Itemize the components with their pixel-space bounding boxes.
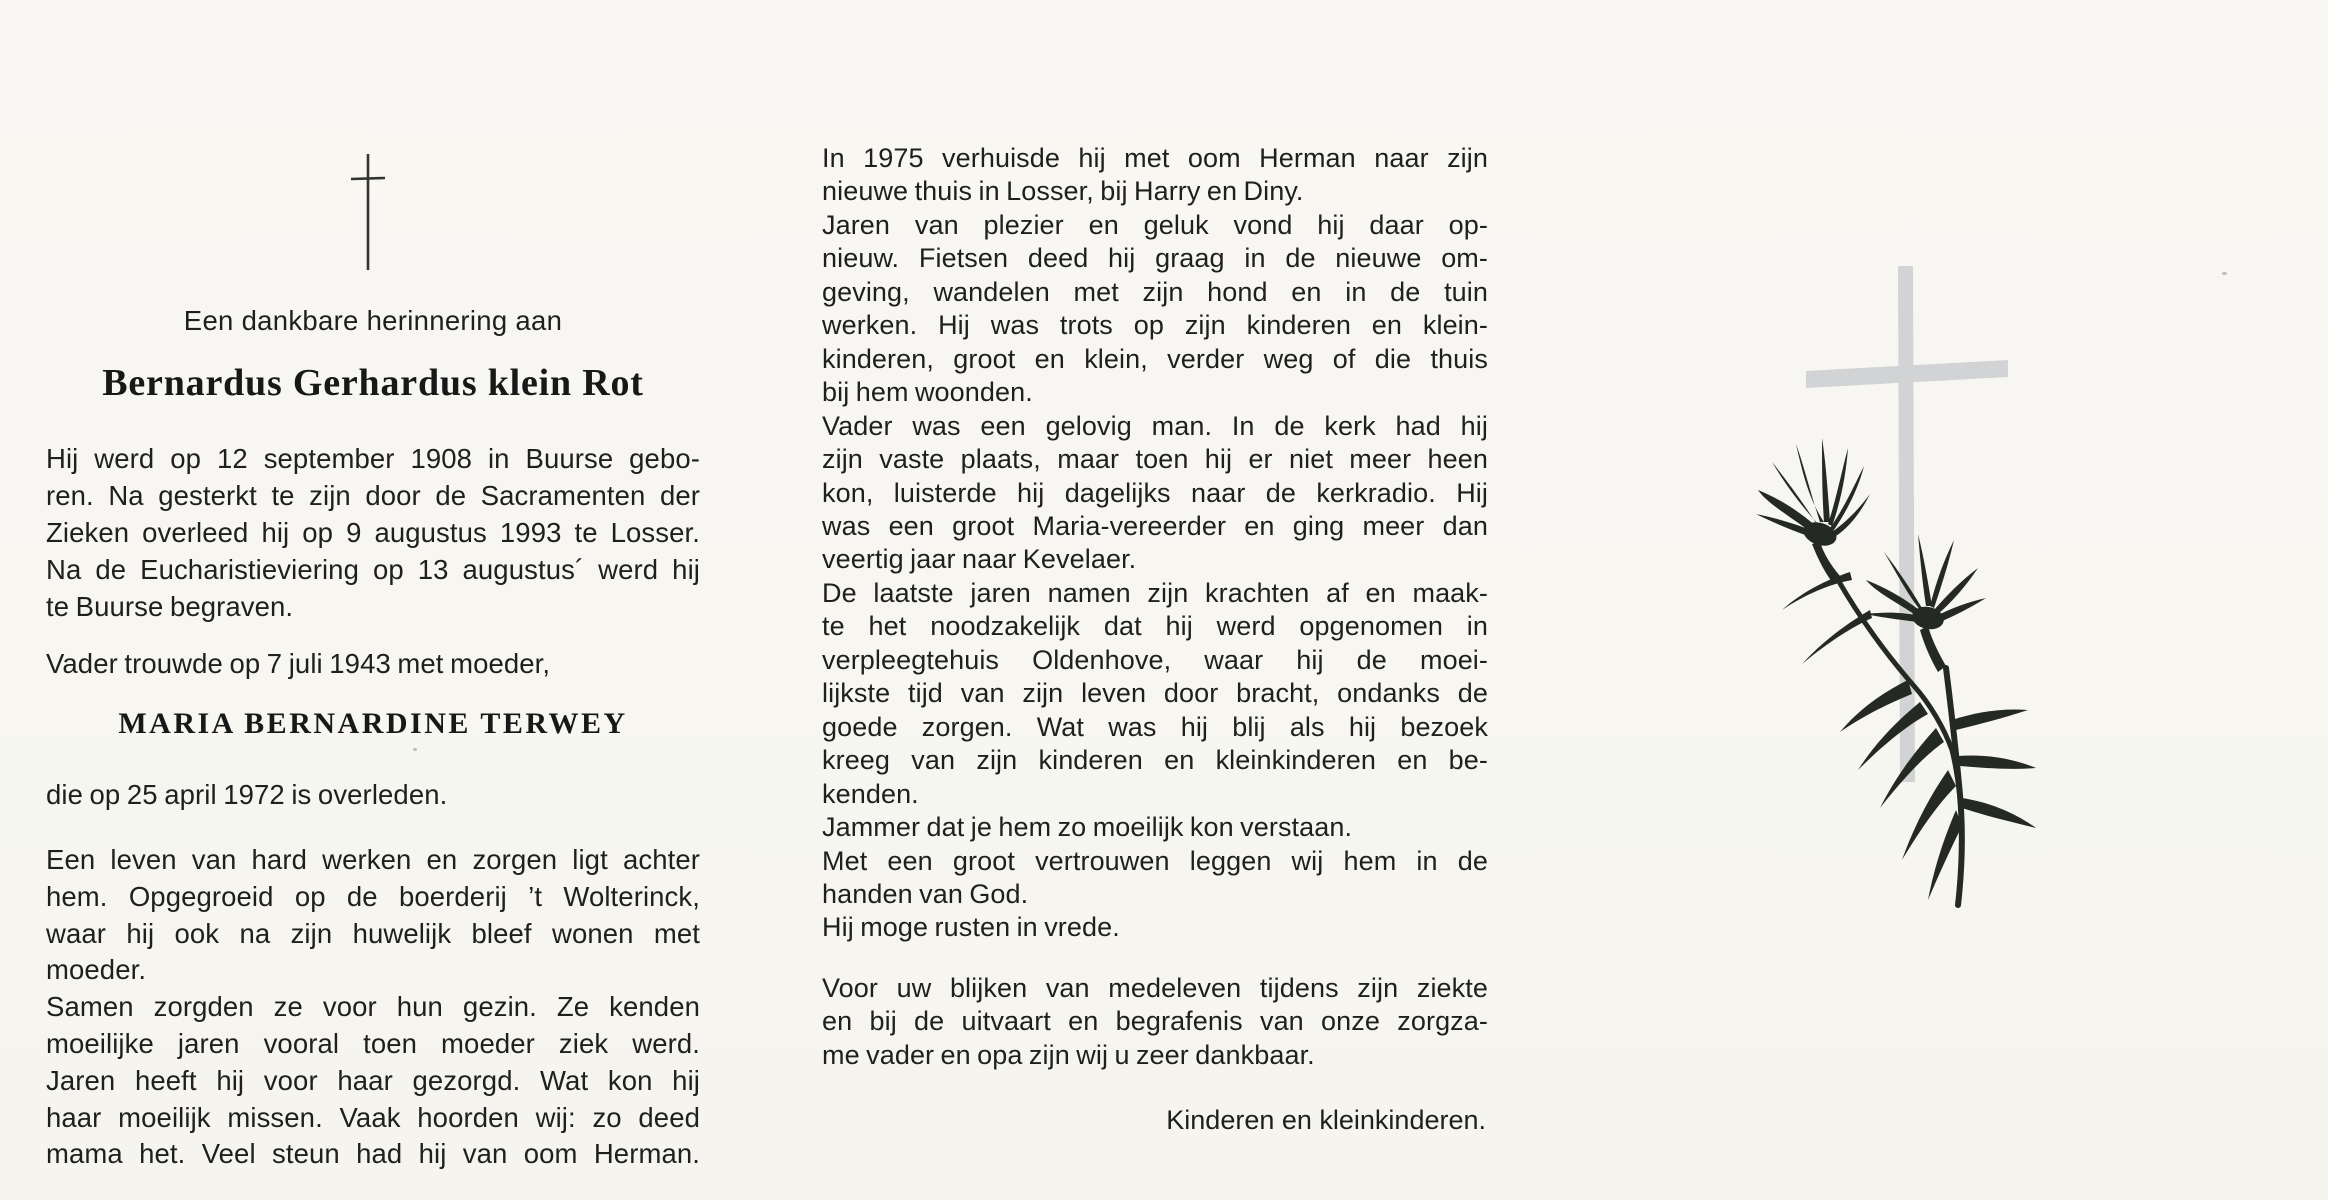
text-line: te Buurse begraven. [46, 591, 294, 622]
mother-death-line [46, 776, 700, 813]
inside-right-page [822, 0, 1488, 1200]
text-line: moeder. [46, 954, 147, 986]
text-line: Zieken overleed hij op 9 augustus 1993 te Losser. [46, 517, 700, 548]
text-line: Hij werd op 12 september 1908 in Buurse gebo- [46, 443, 700, 474]
thanks-paragraph [822, 972, 1488, 1072]
text-line: kreeg van zijn kinderen en kleinkinderen en be- [822, 745, 1488, 776]
memorial-cross-icon [348, 150, 388, 274]
text-line: en bij de uitvaart en begrafenis van onze zorgza- [822, 1006, 1488, 1037]
text-line: die op 25 april 1972 is overleden. [46, 779, 448, 810]
text-line: veertig jaar naar Kevelaer. [822, 544, 1137, 575]
text-line: mama het. Veel steun had hij van oom Herman. [46, 1138, 700, 1170]
memorial-text-paragraph [822, 142, 1488, 945]
text-line: De laatste jaren namen zijn krachten af en maak- [822, 577, 1488, 608]
text-line: werken. Hij was trots op zijn kinderen en klein- [822, 310, 1488, 341]
life-paragraph [46, 842, 700, 1173]
intro-line: Een dankbare herinnering aan [183, 305, 563, 336]
text-line: Na de Eucharistieviering op 13 augustus´ werd hij [46, 554, 700, 585]
thistle-flowers-illustration [1756, 438, 2036, 905]
text-line: geving, wandelen met zijn hond en in de tuin [822, 276, 1488, 307]
text-line: Een leven van hard werken en zorgen ligt achter [46, 844, 700, 875]
text-line: Vader trouwde op 7 juli 1943 met moeder, [46, 648, 551, 679]
text-line: verpleegtehuis Oldenhove, waar hij de moei- [822, 644, 1488, 675]
cover-illustration [1700, 250, 2100, 920]
text-line: moeilijke jaren vooral toen moeder ziek werd. [46, 1027, 700, 1059]
text-line: Voor uw blijken van medeleven tijdens zijn ziekte [822, 973, 1488, 1003]
inside-left-page [46, 0, 700, 1200]
text-line: lijkste tijd van zijn leven door bracht, ondanks de [822, 678, 1488, 709]
deceased-name: Bernardus Gerhardus klein Rot [102, 362, 644, 404]
text-line: ren. Na gesterkt te zijn door de Sacramenten der [46, 480, 700, 511]
text-line: kinderen, groot en klein, verder weg of die thuis [822, 343, 1488, 374]
birth-paragraph [46, 440, 700, 625]
text-line: Jaren heeft hij voor haar gezorgd. Wat kon hij [46, 1064, 700, 1096]
text-line: kon, luisterde hij dagelijks naar de kerkradio. Hij [822, 477, 1488, 508]
text-line: hem. Opgegroeid op de boerderij ’t Wolterinck, [46, 880, 700, 912]
text-line: zijn vaste plaats, maar toen hij er niet meer heen [822, 444, 1488, 475]
marriage-line [46, 645, 700, 682]
text-line: Jammer dat je hem zo moeilijk kon verstaan. [822, 812, 1353, 843]
text-line: Vader was een gelovig man. In de kerk had hij [822, 410, 1488, 441]
text-line: nieuw. Fietsen deed hij graag in de nieuwe om- [822, 243, 1488, 274]
text-line: handen van God. [822, 878, 1029, 909]
text-line: me vader en opa zijn wij u zeer dankbaar. [822, 1039, 1315, 1070]
scan-speck [413, 748, 417, 751]
text-line: In 1975 verhuisde hij met oom Herman naar zijn [822, 143, 1488, 173]
text-line: Met een groot vertrouwen leggen wij hem in de [822, 845, 1488, 876]
text-line: goede zorgen. Wat was hij blij als hij bezoek [822, 711, 1488, 742]
text-line: haar moeilijk missen. Vaak hoorden wij: zo deed [46, 1101, 700, 1133]
mother-name: MARIA BERNARDINE TERWEY [118, 707, 628, 740]
signature-line: Kinderen en kleinkinderen. [1166, 1105, 1486, 1135]
text-line: nieuwe thuis in Losser, bij Harry en Diny. [822, 176, 1304, 207]
text-line: Samen zorgden ze voor hun gezin. Ze kenden [46, 991, 700, 1023]
text-line: Hij moge rusten in vrede. [822, 912, 1120, 943]
text-line: kenden. [822, 778, 919, 809]
text-line: Jaren van plezier en geluk vond hij daar op- [822, 209, 1488, 240]
scan-speck [2222, 272, 2227, 275]
text-line: was een groot Maria-vereerder en ging meer dan [822, 510, 1488, 541]
text-line: bij hem woonden. [822, 377, 1033, 408]
text-line: te het noodzakelijk dat hij werd opgenomen in [822, 611, 1488, 642]
text-line: waar hij ook na zijn huwelijk bleef wonen met [46, 917, 700, 949]
